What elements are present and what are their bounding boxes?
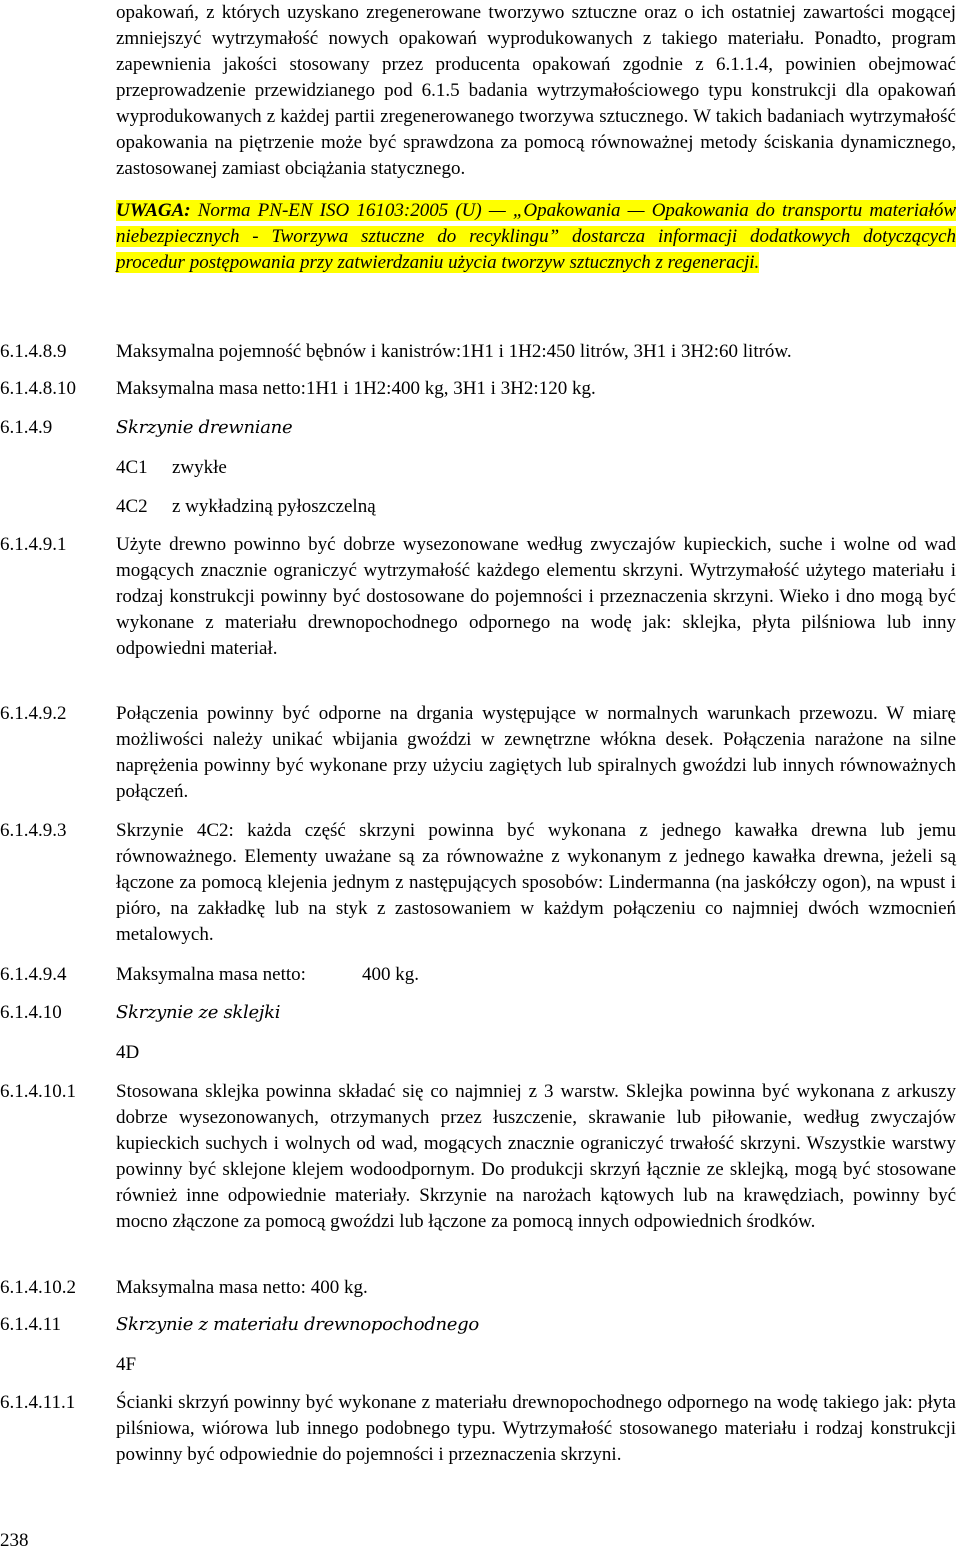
section-heading: Skrzynie drewniane xyxy=(116,417,293,438)
section-text: Stosowana sklejka powinna składać się co najmniej z 3 warstw. Sklejka powinna być wykonana z arkuszy dobrze wysezonowanych, otrzymanych przez łuszczenie, skrawanie lub piłowanie, według zwyczajów kupieckich suchych i wolnych od wad, mogących znacznie ograniczyć trwałość skrzyni. Wszystkie warstwy powinny być sklejone klejem wodoodpornym. Do produkcji skrzyń łącznie ze sklejką, mogą być stosowane również inne odpowiednie materiały. Skrzynie na narożach kątowych lub na krawędziach, powinny być mocno złączone za pomocą gwoździ lub łączone za pomocą innych odpowiednich środków. xyxy=(116,1081,956,1232)
section-number: 6.1.4.9.2 xyxy=(0,703,67,724)
section-number: 6.1.4.9.3 xyxy=(0,820,67,841)
section-number: 6.1.4.10.1 xyxy=(0,1081,76,1102)
section-heading: Skrzynie z materiału drewnopochodnego xyxy=(116,1314,479,1335)
subtype-label: zwykłe xyxy=(172,457,227,478)
section-number: 6.1.4.10.2 xyxy=(0,1277,76,1298)
subtype-code: 4F xyxy=(116,1354,137,1375)
section-number: 6.1.4.10 xyxy=(0,1002,62,1023)
note-label: UWAGA: xyxy=(116,200,191,221)
intro-block xyxy=(116,0,956,276)
section-number: 6.1.4.9.1 xyxy=(0,534,67,555)
subtype-label: z wykładziną pyłoszczelną xyxy=(172,496,376,517)
intro-paragraph: opakowań, z których uzyskano zregenerowane tworzywo sztuczne oraz o ich ostatniej zawartości mogącej zmniejszyć wytrzymałość nowych opakowań wyprodukowanych z takiego materiału. Ponadto, program zapewnienia jakości stosowany przez producenta opakowań zgodnie z 6.1.1.4, powinien obejmować przeprowadzenie przewidzianego pod 6.1.5 badania wytrzymałościowego typu konstrukcji dla opakowań wyprodukowanych z każdej partii zregenerowanego tworzywa sztucznego. W takich badaniach wytrzymałość opakowania na piętrzenie może być sprawdzona za pomocą równoważnej metody ściskania dynamicznego, zastosowanej zamiast obciążania statycznego. xyxy=(116,2,956,179)
section-text: Użyte drewno powinno być dobrze wysezonowane według zwyczajów kupieckich, suche i wolne od wad mogących znacznie ograniczyć wytrzymałość każdego elementu skrzyni. Wytrzymałość użytego materiału i rodzaj konstrukcji powinny być dostosowane do pojemności i przeznaczenia skrzyni. Wieko i dno mogą być wykonane z materiału drewnopochodnego odpornego na wodę jak: sklejka, płyta pilśniowa lub inny odpowiedni materiał. xyxy=(116,534,956,659)
section-number: 6.1.4.8.9 xyxy=(0,341,67,362)
section-text: Maksymalna masa netto:1H1 i 1H2:400 kg, 3H1 i 3H2:120 kg. xyxy=(116,378,596,399)
section-text: Skrzynie 4C2: każda część skrzyni powinna być wykonana z jednego kawałka drewna lub jemu równoważnego. Elementy uważane są za równoważne z wykonanym z jednego kawałka drewna, jeżeli są łączone za pomocą klejenia jednym z następujących sposobów: Lindermanna (na jaskółczy ogon), na wpust i pióro, na zakładkę lub na styk z zastosowaniem w każdym połączeniu co najmniej dwóch wzmocnień metalowych. xyxy=(116,820,956,945)
section-text: Maksymalna pojemność bębnów i kanistrów:1H1 i 1H2:450 litrów, 3H1 i 3H2:60 litrów. xyxy=(116,341,792,362)
subtype-code: 4D xyxy=(116,1042,140,1063)
section-text: Maksymalna masa netto: 400 kg. xyxy=(116,1277,368,1298)
note-paragraph xyxy=(116,198,956,276)
section-number: 6.1.4.11 xyxy=(0,1314,62,1335)
max-mass-value: 400 kg. xyxy=(362,964,419,985)
section-number: 6.1.4.8.10 xyxy=(0,378,76,399)
section-heading: Skrzynie ze sklejki xyxy=(116,1002,281,1023)
page-number: 238 xyxy=(0,1530,29,1551)
section-number: 6.1.4.9.4 xyxy=(0,964,67,985)
section-number: 6.1.4.9 xyxy=(0,417,53,438)
note-text: Norma PN-EN ISO 16103:2005 (U) — „Opakowania — Opakowania do transportu materiałów niebezpiecznych - Tworzywa sztuczne do recyklingu” dostarcza informacji dodatkowych dotyczących procedur postępowania przy zatwierdzaniu użycia tworzyw sztucznych z regeneracji. xyxy=(116,200,956,273)
subtype-code: 4C1 xyxy=(116,457,148,478)
max-mass-label: Maksymalna masa netto: xyxy=(116,964,306,985)
subtype-code: 4C2 xyxy=(116,496,148,517)
section-text: Połączenia powinny być odporne na drgania występujące w normalnych warunkach przewozu. W miarę możliwości należy unikać wbijania gwoździ w zewnętrzne włókna desek. Połączenia narażone na silne naprężenia powinny być wykonane przy użyciu zagiętych lub spiralnych gwoździ lub innych równoważnych połączeń. xyxy=(116,703,956,802)
section-text: Ścianki skrzyń powinny być wykonane z materiału drewnopochodnego odpornego na wodę takiego jak: płyta pilśniowa, wiórowa lub innego podobnego typu. Wytrzymałość stosowanego materiału i rodzaj konstrukcji powinny być odpowiednie do pojemności i przeznaczenia skrzyni. xyxy=(116,1392,956,1465)
section-number: 6.1.4.11.1 xyxy=(0,1392,76,1413)
